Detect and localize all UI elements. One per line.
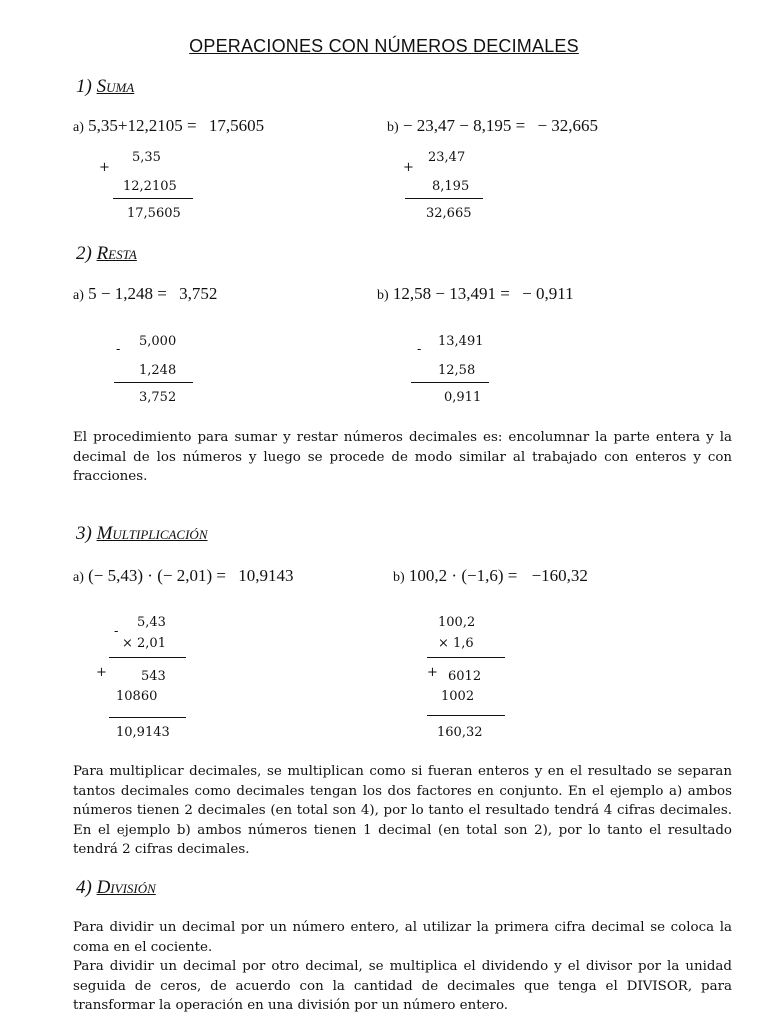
subtrahend: 12,58 xyxy=(438,363,476,378)
page-title: OPERACIONES CON NÚMEROS DECIMALES xyxy=(189,36,579,56)
difference-line xyxy=(114,382,193,383)
result: 3,752 xyxy=(179,284,218,303)
difference-answer: 3,752 xyxy=(139,390,177,405)
item-label: a) xyxy=(73,120,84,135)
resta-a-equation xyxy=(73,284,217,304)
section-heading-resta xyxy=(76,243,137,265)
item-label: b) xyxy=(393,570,405,585)
expression: 100,2 · (−1,6) = xyxy=(408,566,518,585)
section-name: Multiplicación xyxy=(96,523,208,544)
partial-product-2: 1002 xyxy=(441,689,475,704)
multiplicacion-b-equation xyxy=(393,566,588,586)
sum-line xyxy=(405,198,483,199)
section-name: Resta xyxy=(96,243,137,264)
multiplier: × 2,01 xyxy=(122,636,166,651)
result: 17,5605 xyxy=(208,116,265,135)
minus-sign: - xyxy=(417,342,422,357)
difference-line xyxy=(411,382,489,383)
multiplier: × 1,6 xyxy=(438,636,474,651)
section-heading-multiplicacion xyxy=(76,523,208,545)
section-number: 3) xyxy=(76,523,92,544)
section-name: División xyxy=(96,877,156,898)
partial-product-1: 6012 xyxy=(448,669,482,684)
resta-b-equation xyxy=(377,284,574,304)
product-line xyxy=(109,657,186,658)
item-label: a) xyxy=(73,288,84,303)
section-number: 4) xyxy=(76,877,92,898)
section-number: 2) xyxy=(76,243,92,264)
minus-sign: - xyxy=(116,342,121,357)
suma-a-equation xyxy=(73,116,264,136)
suma-b-equation xyxy=(387,116,598,136)
minus-sign: - xyxy=(114,624,119,639)
difference-answer: 0,911 xyxy=(444,390,482,405)
section-number: 1) xyxy=(76,76,92,97)
minuend: 13,491 xyxy=(438,334,484,349)
addend-top: 5,35 xyxy=(132,150,161,165)
item-label: a) xyxy=(73,570,84,585)
sum-line xyxy=(427,715,505,716)
sum-line xyxy=(113,198,193,199)
resta-explanation: El procedimiento para sumar y restar números decimales es: encolumnar la parte entera y la decimal de los números y luego se procede de modo similar al trabajado con enteros y con fracciones. xyxy=(73,430,732,485)
multiplicand: 5,43 xyxy=(137,615,166,630)
division-explanation-1: Para dividir un decimal por un número entero, al utilizar la primera cifra decimal se coloca la coma en el cociente. xyxy=(73,920,732,955)
result: − 32,665 xyxy=(537,116,599,135)
multiplicacion-explanation: Para multiplicar decimales, se multiplican como si fueran enteros y en el resultado se separan tantos decimales como decimales tengan los dos factores en conjunto. En el ejemplo a) ambos números tienen 2 decimales (en total son 4), por lo tanto el resultado tendrá 4 cifras decimales. En el ejemplo b) ambos números tienen 1 decimal (en total son 2), por lo tanto el resultado tendrá 2 cifras decimales. xyxy=(73,764,732,858)
addend-bottom: 12,2105 xyxy=(123,179,177,194)
addend-bottom: 8,195 xyxy=(432,179,470,194)
plus-sign: + xyxy=(427,665,438,680)
product-answer: 160,32 xyxy=(437,725,483,740)
sum-line xyxy=(109,717,186,718)
result: 10,9143 xyxy=(238,566,294,585)
product-answer: 10,9143 xyxy=(116,725,170,740)
product-line xyxy=(427,657,505,658)
partial-product-1: 543 xyxy=(141,669,166,684)
multiplicacion-a-equation xyxy=(73,566,293,586)
addend-top: 23,47 xyxy=(428,150,466,165)
sum-answer: 32,665 xyxy=(426,206,472,221)
item-label: b) xyxy=(387,120,399,135)
expression: 5 − 1,248 = xyxy=(88,284,167,303)
subtrahend: 1,248 xyxy=(139,363,177,378)
minuend: 5,000 xyxy=(139,334,177,349)
plus-sign: + xyxy=(99,160,110,175)
section-heading-suma xyxy=(76,76,134,98)
partial-product-2: 10860 xyxy=(116,689,158,704)
result: − 0,911 xyxy=(522,284,574,303)
division-explanation-2: Para dividir un decimal por otro decimal, se multiplica el dividendo y el divisor por la unidad seguida de ceros, de acuerdo con la cantidad de decimales que tenga el DIVISOR, para transformar la operación en una división por un número entero. xyxy=(73,959,732,1014)
plus-sign: + xyxy=(96,665,107,680)
multiplicand: 100,2 xyxy=(438,615,476,630)
item-label: b) xyxy=(377,288,389,303)
section-heading-division xyxy=(76,877,156,899)
section-name: Suma xyxy=(96,76,135,97)
expression: − 23,47 − 8,195 = xyxy=(402,116,526,135)
expression: (− 5,43) · (− 2,01) = xyxy=(88,566,226,585)
plus-sign: + xyxy=(403,160,414,175)
expression: 12,58 − 13,491 = xyxy=(392,284,510,303)
expression: 5,35+12,2105 = xyxy=(88,116,197,135)
sum-answer: 17,5605 xyxy=(127,206,181,221)
result: −160,32 xyxy=(531,566,588,585)
